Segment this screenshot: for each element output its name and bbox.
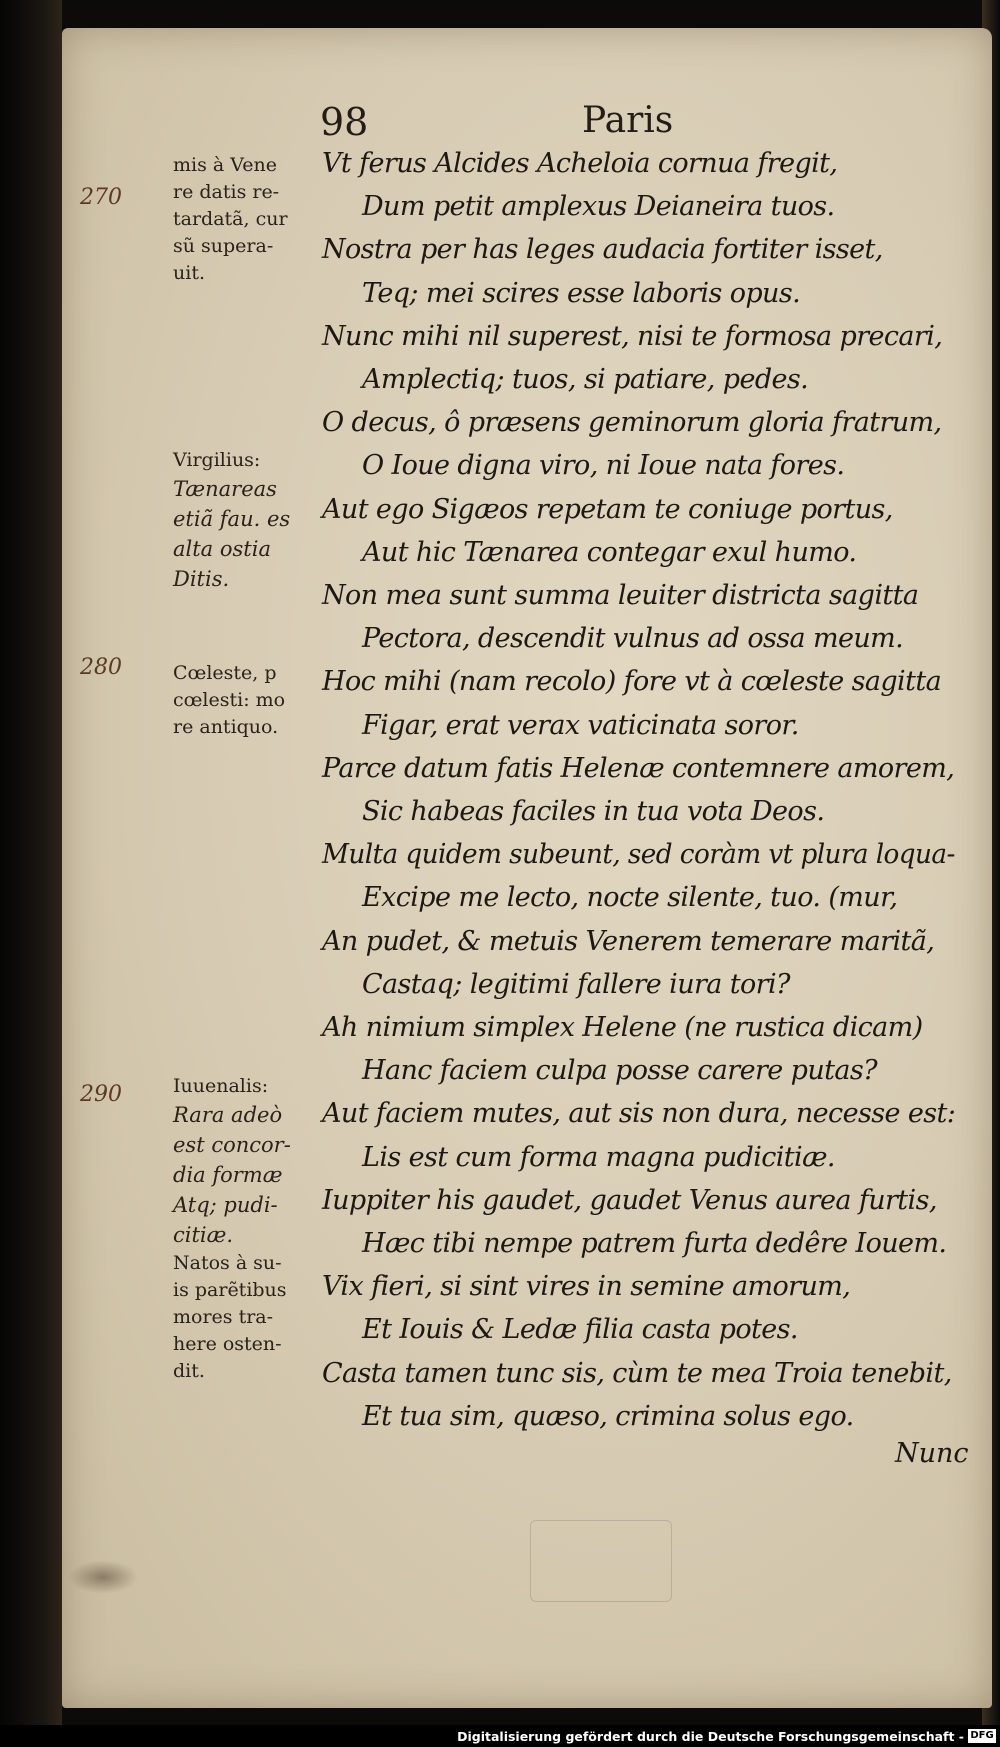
verse-line: Non mea sunt summa leuiter districta sagitta — [322, 580, 919, 611]
footer-credit: Digitalisierung gefördert durch die Deutsche Forschungsgemeinschaft - — [457, 1729, 964, 1744]
book-binding-left — [0, 0, 62, 1747]
verse-line: Aut faciem mutes, aut sis non dura, necesse est: — [322, 1098, 956, 1130]
verse-line: Aut hic Tænarea contegar exul humo. — [362, 536, 857, 568]
verse-line: Ah nimium simplex Helene (ne rustica dicam) — [322, 1012, 923, 1043]
margin-note: Cœleste, p cœlesti: mo re antiquo. — [173, 662, 286, 738]
verse-line: Aut ego Sigæos repetam te coniuge portus, — [322, 493, 893, 525]
verse-line: Hanc faciem culpa posse carere putas? — [362, 1055, 877, 1087]
line-number: 290 — [80, 1082, 122, 1107]
verse-line: Excipe me lecto, nocte silente, tuo. (mur, — [362, 882, 898, 914]
verse-line: Sic habeas faciles in tua vota Deos. — [362, 796, 825, 827]
verse-line: Hæc tibi nempe patrem furta dedêre Iouem. — [362, 1228, 947, 1259]
dfg-logo: DFG — [968, 1729, 996, 1743]
verse-line: Et tua sim, quæso, crimina solus ego. — [362, 1400, 854, 1432]
verse-line: Iuppiter his gaudet, gaudet Venus aurea furtis, — [322, 1184, 937, 1216]
verse-line: Lis est cum forma magna pudicitiæ. — [362, 1141, 835, 1173]
running-head: Paris — [582, 100, 674, 141]
verse-line: Hoc mihi (nam recolo) fore vt à cœleste sagitta — [322, 666, 942, 698]
page-number: 98 — [320, 100, 369, 144]
verse-line: Teq; mei scires esse laboris opus. — [362, 277, 801, 309]
margin-note: Iuuenalis: Rara adeò est concor- dia formæ Atq; pudi- citiæ. Natos à su- is parẽtibus mores tra- here osten- dit. — [173, 1075, 291, 1382]
verse-line: Figar, erat verax vaticinata soror. — [362, 709, 799, 741]
verse-line: O decus, ô præsens geminorum gloria fratrum, — [322, 407, 942, 439]
footer-bar — [0, 1725, 1000, 1747]
verse-line: Nunc mihi nil superest, nisi te formosa precari, — [322, 320, 943, 352]
verse-line: Dum petit amplexus Deianeira tuos. — [362, 191, 835, 223]
verse-line: An pudet, & metuis Venerem temerare maritã, — [322, 925, 935, 957]
verse-line: Et Iouis & Ledæ filia casta potes. — [362, 1314, 798, 1346]
ink-smudge — [68, 1560, 138, 1594]
verse-line: Nostra per has leges audacia fortiter isset, — [322, 234, 883, 266]
verse-line: Casta tamen tunc sis, cùm te mea Troia tenebit, — [322, 1357, 952, 1389]
verse-line: Amplectiq; tuos, si patiare, pedes. — [362, 364, 809, 395]
verse-line: Vt ferus Alcides Acheloia cornua fregit, — [322, 148, 838, 179]
verse-line: Vix fieri, si sint vires in semine amorum, — [322, 1271, 851, 1303]
line-number: 280 — [80, 655, 122, 680]
verse-line: Pectora, descendit vulnus ad ossa meum. — [362, 623, 904, 655]
verse-line: O Ioue digna viro, ni Ioue nata fores. — [362, 450, 845, 482]
catchword: Nunc — [895, 1438, 969, 1469]
margin-note: mis à Vene re datis re- tardatã, cur sũ supera- uit. — [173, 154, 288, 284]
verse-line: Castaq; legitimi fallere iura tori? — [362, 968, 790, 1000]
verse-line: Parce datum fatis Helenæ contemnere amorem, — [322, 752, 955, 784]
line-number: 270 — [80, 185, 122, 210]
verse-line: Multa quidem subeunt, sed coràm vt plura loqua- — [322, 839, 955, 871]
library-stamp-mark — [530, 1520, 672, 1602]
margin-note: Virgilius: Tænareas etiã fau. es alta ostia Ditis. — [173, 449, 291, 591]
